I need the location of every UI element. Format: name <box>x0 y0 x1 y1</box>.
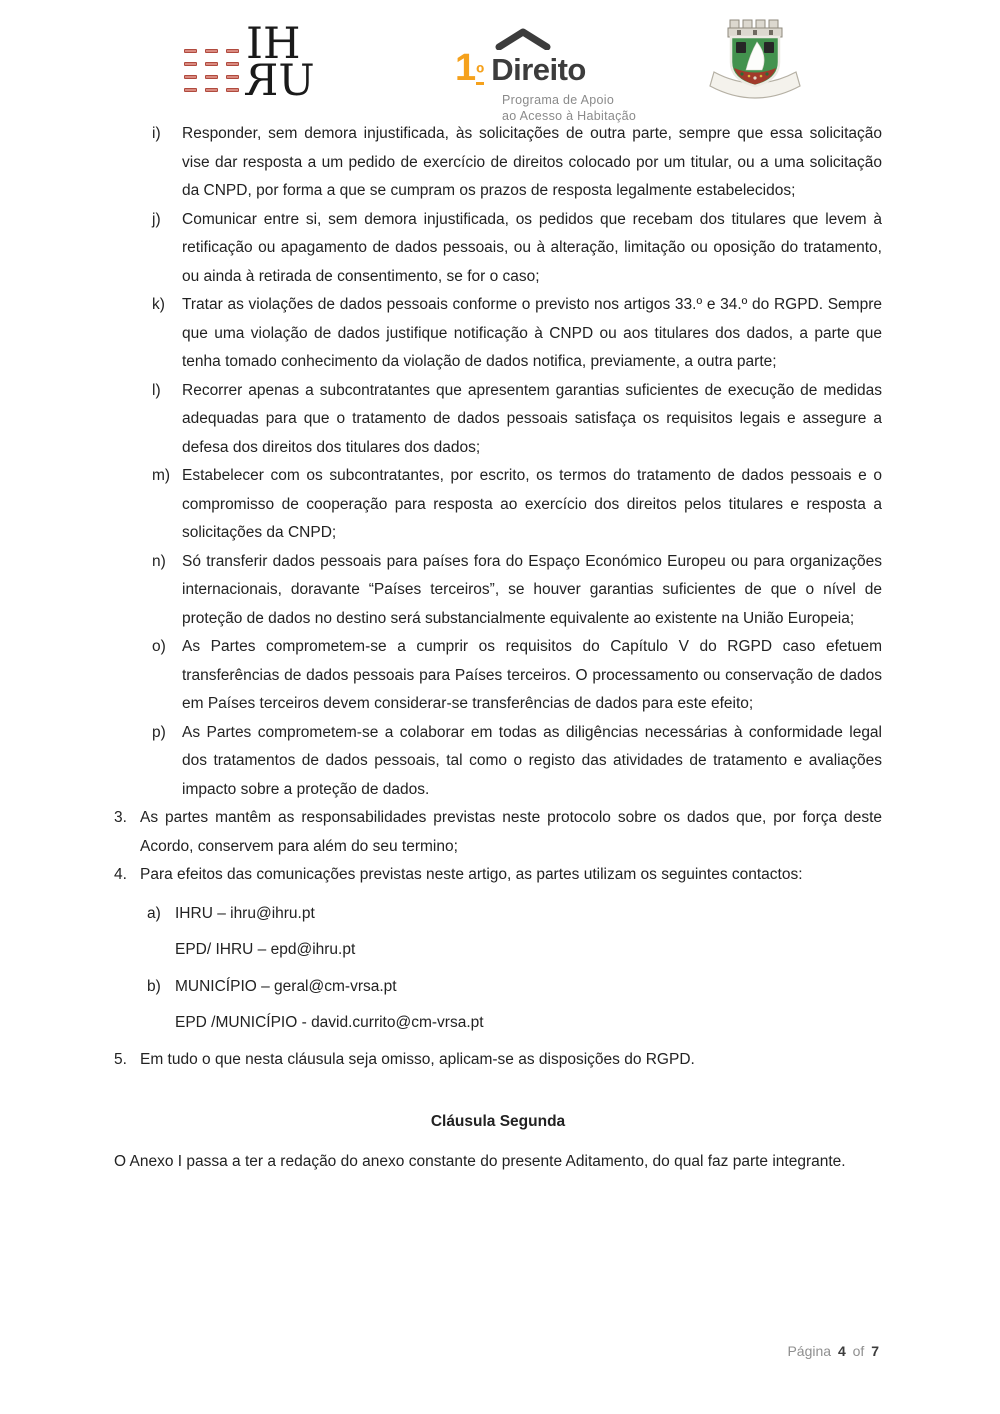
list-text: Recorrer apenas a subcontratantes que apresentem garantias suficientes de execução de medidas adequadas para que o tratamento de dados pessoais satisfaça os requisitos legais e assegure a defesa dos direitos dos titulares dos dados; <box>182 381 882 456</box>
list-marker: n) <box>152 552 166 570</box>
list-item-o <box>114 633 882 719</box>
contact-email-epd-ihru: EPD/ IHRU – epd@ihru.pt <box>175 941 356 958</box>
list-item-p <box>114 719 882 805</box>
list-marker: 4. <box>114 866 127 883</box>
ihru-logo-letters <box>246 19 315 106</box>
contact-email-municipio: MUNICÍPIO – geral@cm-vrsa.pt <box>175 977 397 995</box>
contact-email-epd-municipio: EPD /MUNICÍPIO - david.currito@cm-vrsa.pt <box>175 1014 484 1031</box>
direito-tagline-2: ao Acesso à Habitação <box>502 109 637 123</box>
list-text: As partes mantêm as responsabilidades previstas neste protocolo sobre os dados que, por força deste Acordo, conservem para além do seu termino; <box>140 809 882 855</box>
contact-email-ihru: IHRU – ihru@ihru.pt <box>175 904 315 922</box>
list-marker: b) <box>147 977 161 995</box>
ihru-logo-line2: RU <box>246 56 315 106</box>
list-item-k <box>114 291 882 377</box>
list-marker: i) <box>152 125 161 142</box>
list-marker: j) <box>152 210 161 228</box>
list-text: As Partes comprometem-se a colaborar em todas as diligências necessárias à conformidade legal dos tratamentos de dados pessoais, tal como o registo das atividades de tratamento e avaliações impacto sobre a proteção de dados. <box>182 723 882 798</box>
document-body <box>114 120 882 1176</box>
list-marker: k) <box>152 296 165 313</box>
contact-item-a <box>114 900 882 929</box>
ihru-logo <box>184 19 315 106</box>
list-text: As Partes comprometem-se a cumprir os requisitos do Capítulo V do RGPD caso efetuem transferências de dados pessoais para Países terceiros. O processamento ou conservação de dados em Países terceiros devem considerar-se transferências de dados para este efeito; <box>182 638 882 712</box>
clause-heading: Cláusula Segunda <box>430 1113 566 1130</box>
direito-wordmark: Direito <box>491 52 586 87</box>
ihru-logo-line1: IH <box>246 19 301 69</box>
footer-separator: of <box>852 1343 865 1359</box>
list-text: Tratar as violações de dados pessoais conforme o previsto nos artigos 33.º e 34.º do RGPD. Sempre que uma violação de dados justifique notificação à CNPD ou aos titulares dos dados, a parte que tenha tomado conhecimento da violação de dados notifica, previamente, a outra parte; <box>182 296 882 370</box>
list-text: Em tudo o que nesta cláusula seja omisso, aplicam-se as disposições do RGPD. <box>140 1050 695 1068</box>
numbered-item-4 <box>114 861 882 890</box>
list-item-n <box>114 548 882 634</box>
numbered-item-3 <box>114 804 882 861</box>
list-marker: p) <box>152 723 166 741</box>
list-text: Comunicar entre si, sem demora injustificada, os pedidos que recebam dos titulares que levem à retificação ou apagamento de dados pessoais, ou à alteração, limitação ou oposição do tratamento, ou ainda à retirada de consentimento, se for o caso; <box>182 210 882 285</box>
list-item-m <box>114 462 882 548</box>
list-text: Responder, sem demora injustificada, às solicitações de outra parte, sempre que essa solicitação vise dar resposta a um pedido de exercício de direitos colocado por um titular, ou a uma solicitação da CNPD, por forma a que se cumpram os prazos de resposta legalmente estabelecidos; <box>182 125 882 199</box>
clause-paragraph: O Anexo I passa a ter a redação do anexo constante do presente Aditamento, do qual faz parte integrante. <box>114 1152 846 1170</box>
list-marker: 5. <box>114 1050 127 1068</box>
list-marker: a) <box>147 904 161 922</box>
list-item-j <box>114 206 882 292</box>
list-marker: l) <box>152 381 161 399</box>
page-number-footer <box>787 1343 879 1359</box>
footer-label: Página <box>787 1343 832 1359</box>
footer-total-pages: 7 <box>871 1343 879 1359</box>
list-text: Só transferir dados pessoais para países fora do Espaço Económico Europeu ou para organizações internacionais, doravante “Países terceiros”, se houver garantias suficientes de que o nível de proteção de dados no destino será substancialmente equivalente ao existente na União Europeia; <box>182 552 882 627</box>
footer-current-page: 4 <box>837 1343 846 1359</box>
direito-numeral: 1 <box>455 47 476 89</box>
direito-ordinal: º <box>476 60 485 85</box>
list-item-l <box>114 377 882 463</box>
list-marker: o) <box>152 638 166 655</box>
list-marker: m) <box>152 467 171 484</box>
list-marker: 3. <box>114 809 127 826</box>
list-text: Estabelecer com os subcontratantes, por escrito, os termos do tratamento de dados pessoais e o compromisso de cooperação para resposta ao exercício dos direitos pelos titulares e resposta a solicitações da CNPD; <box>182 467 882 541</box>
ihru-dash-grid-icon <box>184 49 239 92</box>
numbered-item-5 <box>114 1046 882 1075</box>
direito-tagline-1: Programa de Apoio <box>502 93 615 107</box>
primeiro-direito-logo <box>455 28 655 124</box>
municipal-coat-of-arms-icon <box>707 15 803 112</box>
list-text: Para efeitos das comunicações previstas neste artigo, as partes utilizam os seguintes contactos: <box>140 866 803 883</box>
contact-item-b <box>114 973 882 1002</box>
list-item-i <box>114 120 882 206</box>
